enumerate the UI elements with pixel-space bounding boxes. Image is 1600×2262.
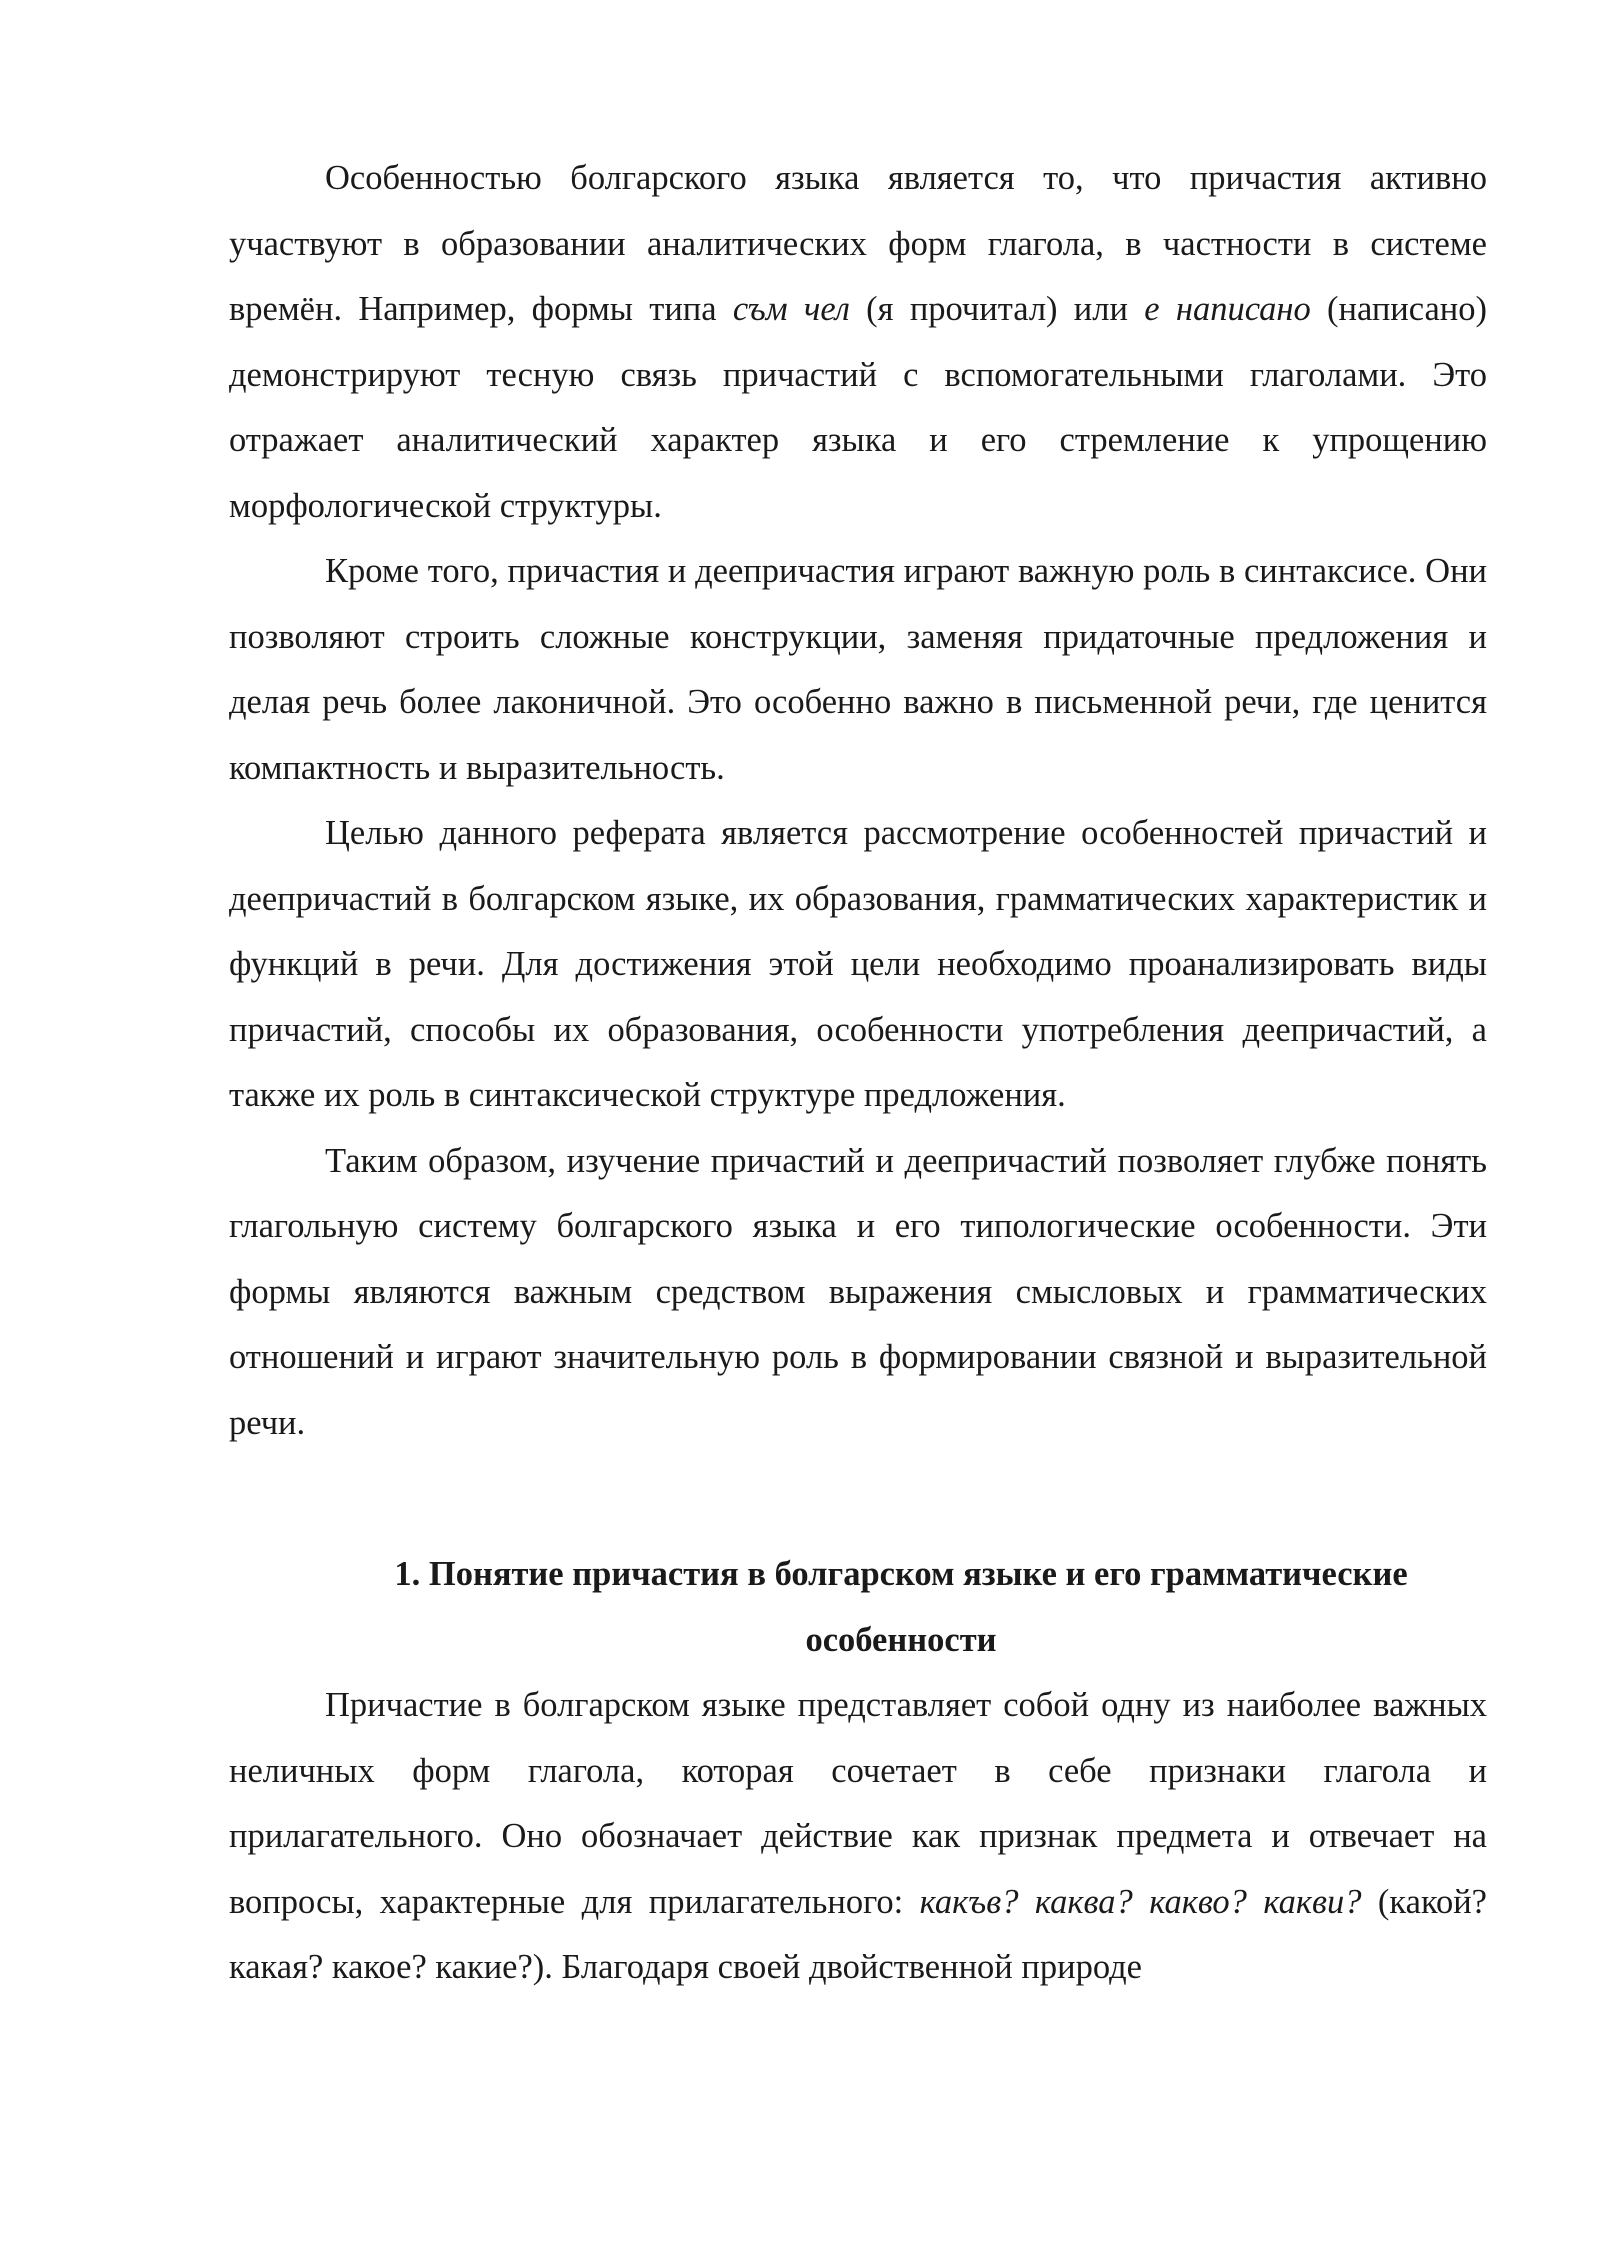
italic-questions: какъв? каква? какво? какви? bbox=[919, 1882, 1362, 1921]
paragraph-text: (написано) демонстрируют тесную связь причастий с вспомогательными глаголами. Это отражает аналитический характер языка и его стремление к упрощению морфологической структуры. bbox=[229, 290, 1488, 525]
paragraph-participle-definition bbox=[229, 1673, 1487, 2001]
paragraph-syntax-role: Кроме того, причастия и деепричастия играют важную роль в синтаксисе. Они позволяют строить сложные конструкции, заменяя придаточные предложения и делая речь более лаконичной. Это особенно важно в письменной речи, где ценится компактность и выразительность. bbox=[229, 552, 1487, 787]
paragraph-text: (какой? какая? какое? какие?). Благодаря своей двойственной природе bbox=[229, 1882, 1487, 1986]
italic-example-sam-chel: съм чел bbox=[732, 290, 850, 328]
paragraph-analytic-forms bbox=[229, 146, 1487, 539]
paragraph-goal: Целью данного реферата является рассмотрение особенностей причастий и деепричастий в болгарском языке, их образования, грамматических характеристик и функций в речи. Для достижения этой цели необходимо проанализировать виды причастий, способы их образования, особенности употребления деепричастий, а также их роль в синтаксической структуре предложения. bbox=[229, 814, 1487, 1114]
paragraph-text: (я прочитал) или bbox=[849, 290, 1145, 328]
italic-example-e-napisano: е написано bbox=[1144, 290, 1311, 328]
paragraph-text: Особенностью болгарского языка является то, что причастия активно участвуют в образовании аналитических форм глагола, в частности в системе времён. Например, формы типа bbox=[229, 159, 1487, 328]
document-page bbox=[229, 146, 1487, 2001]
paragraph-text: Причастие в болгарском языке представляет собой одну из наиболее важных неличных форм глагола, которая сочетает в себе признаки глагола и прилагательного. Оно обозначает действие как признак предмета и отвечает на вопросы, характерные для прилагательного: bbox=[229, 1686, 1487, 1921]
paragraph-conclusion: Таким образом, изучение причастий и деепричастий позволяет глубже понять глагольную систему болгарского языка и его типологические особенности. Эти формы являются важным средством выражения смысловых и грамматических отношений и играют значительную роль в формировании связной и выразительной речи. bbox=[229, 1141, 1487, 1442]
section-heading-line-2: особенности bbox=[805, 1620, 997, 1659]
section-heading bbox=[229, 1542, 1487, 1673]
section-heading-line-1: 1. Понятие причастия в болгарском языке и его грамматические bbox=[394, 1555, 1408, 1593]
